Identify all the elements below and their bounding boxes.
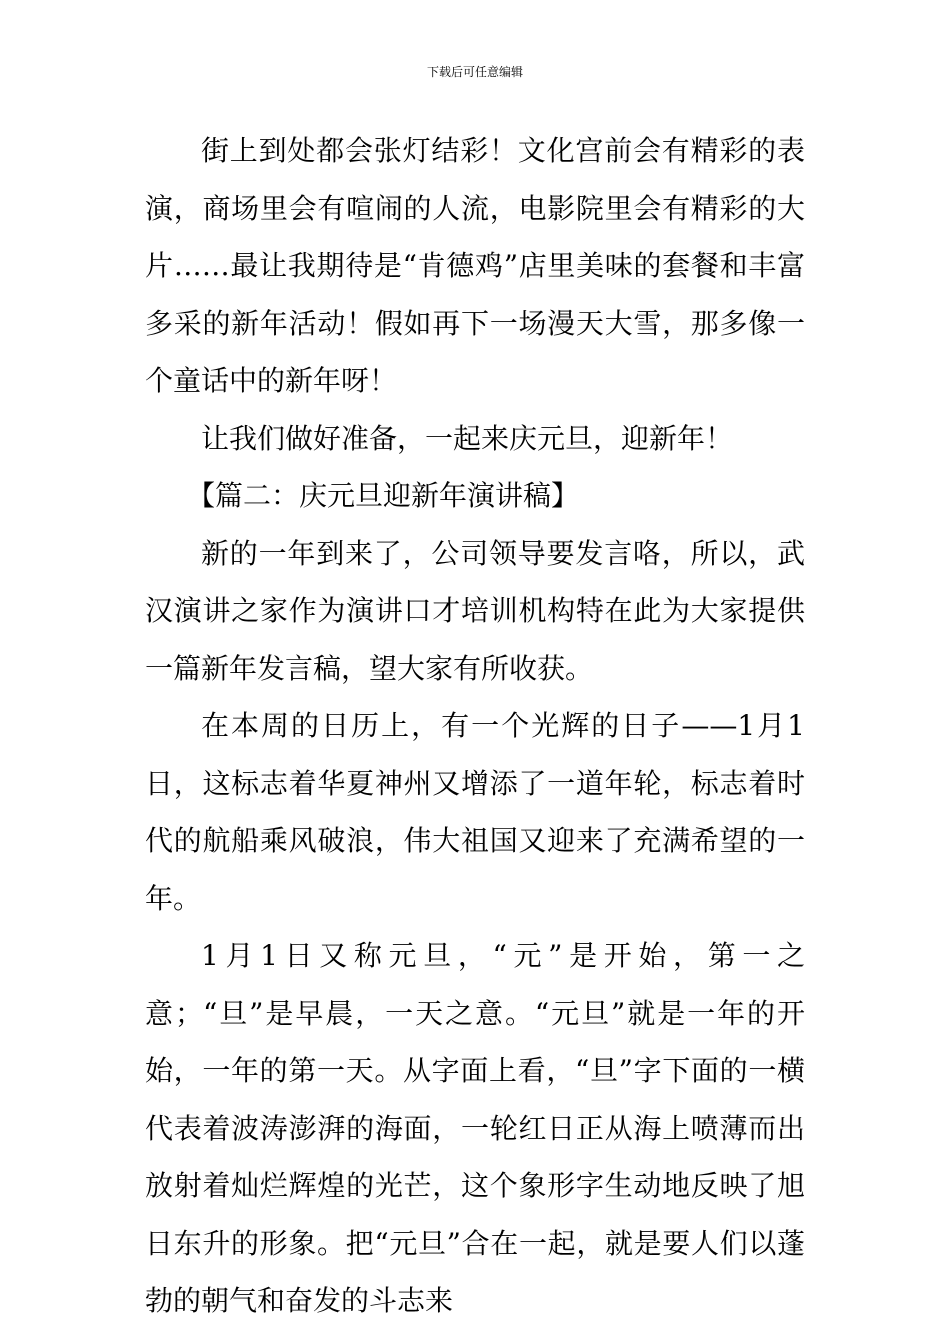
section-heading: 【篇二：庆元旦迎新年演讲稿】: [187, 479, 580, 512]
paragraph-festival: 街上到处都会张灯结彩！文化宫前会有精彩的表演，商场里会有喧闹的人流，电影院里会有精彩的大片……最让我期待是“肯德鸡”店里美味的套餐和丰富多采的新年活动！假如再下一场漫天大雪，那多像一个童话中的新年呀！: [145, 134, 805, 397]
paragraph-intro: 新的一年到来了，公司领导要发言咯，所以，武汉演讲之家作为演讲口才培训机构特在此为大家提供一篇新年发言稿，望大家有所收获。: [145, 536, 805, 685]
paragraph-calendar: 在本周的日历上，有一个光辉的日子——1月1日，这标志着华夏神州又增添了一道年轮，标志着时代的航船乘风破浪，伟大祖国又迎来了充满希望的一年。: [145, 709, 805, 915]
document-body: [145, 122, 805, 1330]
paragraph-prepare: 让我们做好准备，一起来庆元旦，迎新年！: [201, 421, 734, 455]
page-header: 下载后可任意编辑: [426, 65, 523, 79]
paragraph-yuandan-meaning: 1月1日又称元旦，“元”是开始，第一之意；“旦”是早晨，一天之意。“元旦”就是一年的开始，一年的第一天。从字面上看，“旦”字下面的一横代表着波涛澎湃的海面，一轮红日正从海上喷薄而出放射着灿烂辉煌的光芒，这个象形字生动地反映了旭日东升的形象。把“元旦”合在一起，就是要人们以蓬勃的朝气和奋发的斗志来: [145, 939, 805, 1317]
